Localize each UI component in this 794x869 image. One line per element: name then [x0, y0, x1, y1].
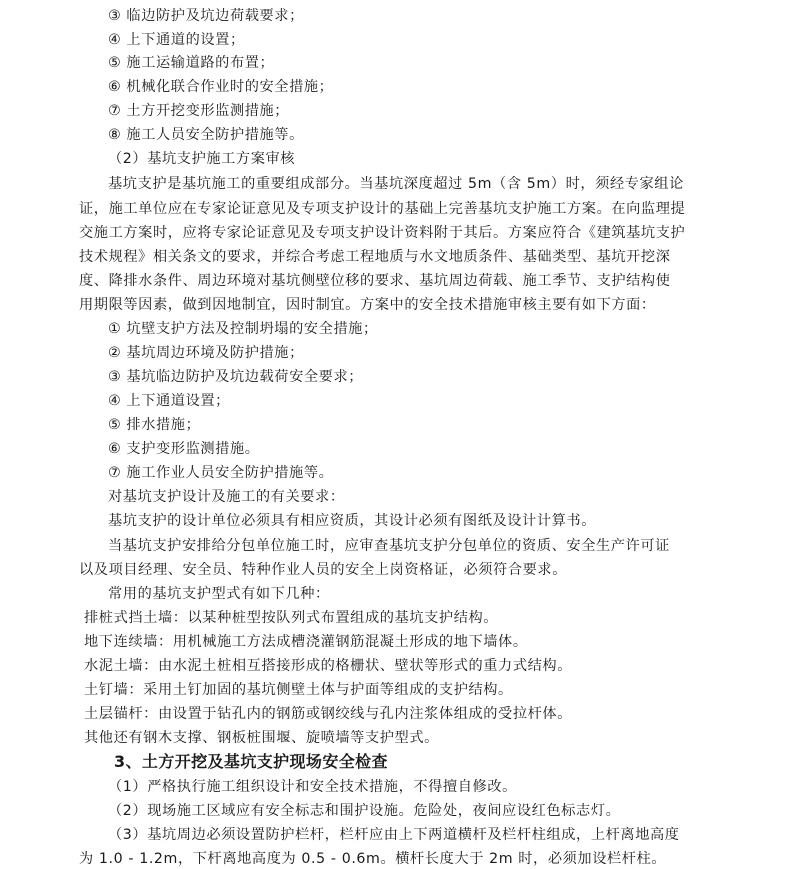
paragraph-line: 对基坑支护设计及施工的有关要求：	[108, 489, 345, 505]
list-item: ⑧ 施工人员安全防护措施等。	[108, 127, 304, 143]
paragraph-line: 用期限等因素，做到因地制宜，因时制宜。方案中的安全技术措施审核主要有如下方面：	[79, 297, 656, 313]
paragraph-line: 以及项目经理、安全员、特种作业人员的安全上岗资格证，必须符合要求。	[79, 562, 567, 578]
paragraph-line: 证，施工单位应在专家论证意见及专项支护设计的基础上完善基坑支护施工方案。在向监理提	[79, 201, 686, 217]
list-item: ⑥ 支护变形监测措施。	[108, 441, 260, 457]
paragraph-line: 排桩式挡土墙：以某种桩型按队列式布置组成的基坑支护结构。	[84, 610, 499, 626]
list-item: ④ 上下通道的设置；	[108, 32, 245, 48]
paragraph-line: （3）基坑周边必须设置防护栏杆，栏杆应由上下两道横杆及栏杆柱组成，上杆离地高度	[108, 827, 680, 843]
paragraph-line: 水泥土墙：由水泥土桩相互搭接形成的格栅状、壁状等形式的重力式结构。	[84, 658, 572, 674]
list-item: ⑥ 机械化联合作业时的安全措施；	[108, 79, 334, 95]
paragraph-line: 地下连续墙：用机械施工方法成槽浇灌钢筋混凝土形成的地下墙体。	[84, 634, 528, 650]
paragraph-line: 技术规程》相关条文的要求，并综合考虑工程地质与水文地质条件、基础类型、基坑开挖深	[79, 249, 671, 265]
paragraph-line: （1）严格执行施工组织设计和安全技术措施，不得擅自修改。	[108, 779, 517, 795]
paragraph-line: 基坑支护的设计单位必须具有相应资质，其设计必须有图纸及设计计算书。	[108, 513, 596, 529]
paragraph-line: 基坑支护是基坑施工的重要组成部分。当基坑深度超过 5m（含 5m）时，须经专家组论	[108, 176, 684, 192]
paragraph-line: 常用的基坑支护型式有如下几种：	[108, 586, 330, 602]
paragraph-line: （2）现场施工区域应有安全标志和围护设施。危险处，夜间应设红色标志灯。	[108, 803, 621, 819]
paragraph-line: 为 1.0 - 1.2m，下杆离地高度为 0.5 - 0.6m。横杆长度大于 2m 时，必须加设栏杆柱。	[79, 851, 667, 867]
list-item: ③ 基坑临边防护及坑边载荷安全要求；	[108, 369, 364, 385]
list-item: ③ 临边防护及坑边荷载要求；	[108, 8, 304, 24]
paragraph-line: 其他还有钢木支撑、钢板桩围堰、旋喷墙等支护型式。	[84, 730, 439, 746]
list-item: ⑤ 排水措施；	[108, 417, 201, 433]
list-item: ⑤ 施工运输道路的布置；	[108, 55, 275, 71]
list-item: ⑦ 土方开挖变形监测措施；	[108, 103, 290, 119]
list-item: ⑦ 施工作业人员安全防护措施等。	[108, 465, 334, 481]
paragraph-line: 交施工方案时，应将专家论证意见及专项支护设计资料附于其后。方案应符合《建筑基坑支护	[79, 225, 686, 241]
paragraph-line: 土层锚杆：由设置于钻孔内的钢筋或钢绞线与孔内注浆体组成的受拉杆体。	[84, 706, 572, 722]
section-heading: 3、土方开挖及基坑支护现场安全检查	[114, 752, 388, 771]
list-item: ④ 上下通道设置；	[108, 393, 230, 409]
paragraph-line: 土钉墙：采用土钉加固的基坑侧壁土体与护面等组成的支护结构。	[84, 682, 513, 698]
paragraph-line: 度、降排水条件、周边环境对基坑侧壁位移的要求、基坑周边荷载、施工季节、支护结构使	[79, 273, 671, 289]
list-item: ② 基坑周边环境及防护措施；	[108, 345, 304, 361]
paragraph-line: 当基坑支护安排给分包单位施工时，应审查基坑支护分包单位的资质、安全生产许可证	[108, 538, 670, 554]
section-subheading: （2）基坑支护施工方案审核	[108, 151, 296, 167]
list-item: ① 坑壁支护方法及控制坍塌的安全措施；	[108, 321, 378, 337]
